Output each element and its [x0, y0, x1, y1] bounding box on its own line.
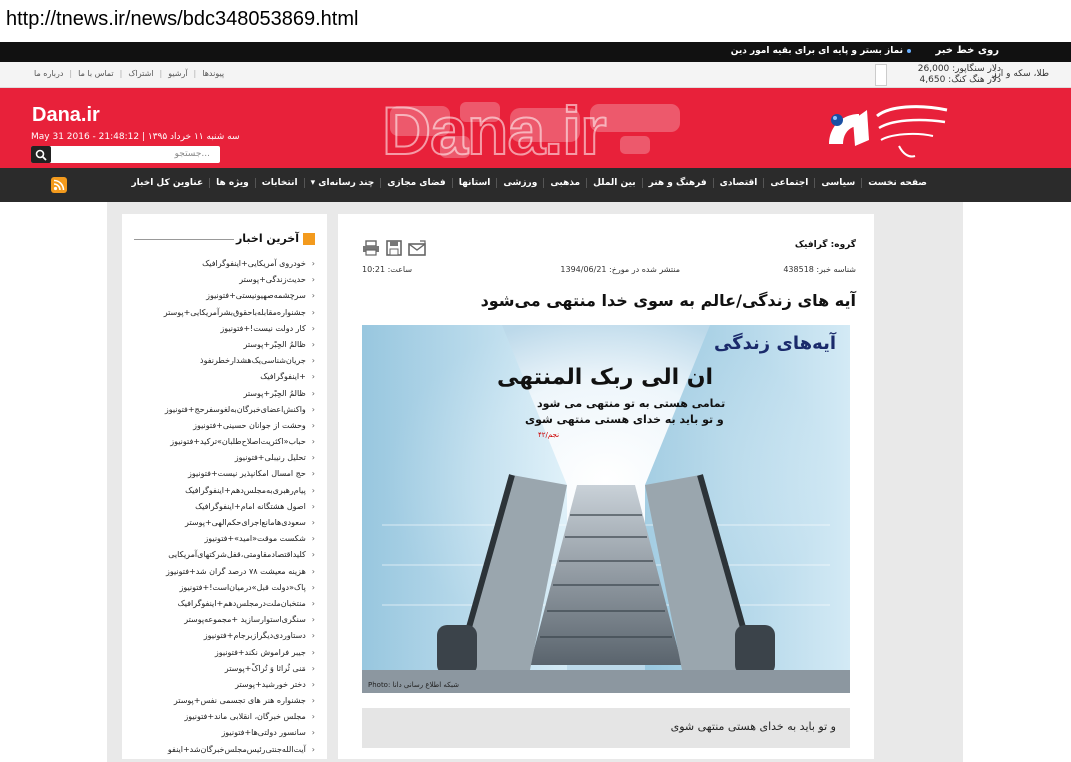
top-bar: [0, 62, 1071, 88]
divider: [134, 239, 234, 240]
news-ticker: [0, 42, 1071, 62]
site-header: [0, 88, 1071, 168]
nav-multimedia[interactable]: چند رسانه‌ای ▾: [304, 178, 381, 188]
list-item[interactable]: ‹ جشنواره هنر های تجسمی نفس+پوستر: [135, 693, 315, 709]
ticker-bullet-icon: [907, 49, 911, 53]
nav-politics[interactable]: سیاسی: [814, 178, 861, 188]
url-text[interactable]: http://tnews.ir/news/bdc348053869.html: [6, 8, 359, 30]
list-item[interactable]: ‹ حباب«اکثریت‌اصلاح‌طلبان»ترکید+فتونیوز: [135, 434, 315, 450]
nav-specials[interactable]: ویژه ها: [209, 178, 255, 188]
rss-icon[interactable]: [51, 177, 67, 193]
news-id: شناسه خبر: 438518: [783, 265, 856, 274]
nav-home[interactable]: صفحه نخست: [861, 178, 933, 188]
list-item[interactable]: ‹ وحشت از جوانان حسینی+فتونیوز: [135, 418, 315, 434]
list-item[interactable]: ‹ دستاوردی‌دیگرازبرجام+فتونیوز: [135, 628, 315, 644]
list-item[interactable]: ‹ +اینفوگرافیک: [135, 369, 315, 385]
article-group: گروه: گرافیک: [794, 240, 856, 250]
search-input[interactable]: جستجو...: [174, 149, 210, 159]
header-watermark: Dana.ir: [382, 93, 606, 168]
list-item[interactable]: ‹ تحلیل رنیبلی+فتونیوز: [135, 450, 315, 466]
nav-international[interactable]: بین الملل: [586, 178, 642, 188]
search-button[interactable]: [31, 146, 51, 163]
article-panel: [338, 214, 874, 759]
hero-line1: تمامی هستی به تو منتهی می شود: [537, 397, 726, 410]
hero-quote: ان الی ربک المنتهی: [497, 365, 714, 390]
nav-religion[interactable]: مذهبی: [543, 178, 586, 188]
list-item[interactable]: ‹ سانسور دولتی‌ها+فتونیوز: [135, 725, 315, 741]
top-link-about[interactable]: درباره ما: [34, 69, 64, 78]
brand-wordmark[interactable]: Dana.ir: [32, 104, 100, 126]
currency-row: دلار هنگ کنگ: 4,650: [919, 75, 1001, 85]
list-item[interactable]: ‹ ظالمُ الحِبْر+پوستر: [135, 386, 315, 402]
list-item[interactable]: ‹ جشنواره‌مقابله‌باحقوق‌بشرآمریکایی+پوستر: [135, 305, 315, 321]
currency-ticker: [918, 64, 1001, 86]
ticker-label: روی خط خبر: [935, 45, 999, 56]
list-item[interactable]: ‹ حج امسال امکانپذیر نیست+فتونیوز: [135, 466, 315, 482]
article-meta: [362, 265, 856, 277]
ticker-headline[interactable]: نماز بستر و پایه ای برای بقیه امور دین: [730, 46, 903, 56]
list-item[interactable]: ‹ منتخبان‌ملت‌درمجلس‌دهم+اینفوگرافیک: [135, 596, 315, 612]
nav-all-headlines[interactable]: عناوین کل اخبار: [131, 178, 204, 188]
nav-items: [125, 178, 933, 188]
site-logo[interactable]: [819, 96, 953, 162]
list-item[interactable]: ‹ جیبر فراموش نکند+فتونیوز: [135, 645, 315, 661]
list-item[interactable]: ‹ حدیث‌زندگی+پوستر: [135, 272, 315, 288]
search-icon: [35, 149, 47, 161]
top-link-links[interactable]: پیوندها: [202, 69, 225, 78]
published-date: منتشر شده در مورخ: 1394/06/21: [560, 265, 680, 274]
date-time: May 31 2016 - سه شنبه ۱۱ خرداد ۱۳۹۵ | 21:48:12: [31, 132, 240, 142]
list-item[interactable]: ‹ کار دولت نیست!+فتونیوز: [135, 321, 315, 337]
list-item[interactable]: ‹ واکنش‌اعضای‌خبرگان‌به‌لغوسفرحج+فتونیوز: [135, 402, 315, 418]
article-hero-image[interactable]: [362, 325, 850, 693]
browser-url-bar[interactable]: [0, 0, 1071, 40]
nav-economy[interactable]: اقتصادی: [713, 178, 764, 188]
list-item[interactable]: ‹ سرچشمه‌صهیونیستی+فتونیوز: [135, 288, 315, 304]
list-item[interactable]: ‹ جریان‌شناسی‌یک‌هشدارخطرنفوذ: [135, 353, 315, 369]
list-item[interactable]: ‹ پیام‌رهبری‌به‌مجلس‌دهم+اینفوگرافیک: [135, 483, 315, 499]
publish-time: ساعت: 10:21: [362, 265, 413, 274]
list-item[interactable]: ‹ ظالم‌ُ الحِبْر+پوستر: [135, 337, 315, 353]
nav-provinces[interactable]: استانها: [452, 178, 497, 188]
search-box[interactable]: [31, 146, 220, 163]
photo-credit: Photo: شبکه اطلاع رسانی دانا: [368, 681, 460, 689]
article-tools: [362, 240, 426, 256]
article-caption: و تو باید به خدای هستی منتهی شوی: [670, 720, 836, 733]
currency-label: طلا، سکه و ارز: [992, 69, 1049, 79]
list-item[interactable]: ‹ مجلس خبرگان، انقلابی ماند+فتونیوز: [135, 709, 315, 725]
currency-row: دلار سنگاپور: 26,000: [917, 64, 1001, 74]
nav-sports[interactable]: ورزشی: [496, 178, 543, 188]
latest-news-sidebar: [122, 214, 327, 759]
list-item[interactable]: ‹ سعودی‌ها‌مانع‌اجرای‌حکم‌الهی+پوستر: [135, 515, 315, 531]
list-item[interactable]: ‹ هزینه معیشت ۷۸ درصد گران شد+فتونیوز: [135, 564, 315, 580]
list-item[interactable]: ‹ مَنی ثُراثا وَ تُراکْ+پوستر: [135, 661, 315, 677]
nav-cyberspace[interactable]: فضای مجازی: [380, 178, 451, 188]
hero-brand: آیه‌های زندگی: [713, 333, 836, 354]
list-item[interactable]: ‹ دختر خورشید+پوستر: [135, 677, 315, 693]
sidebar-title: آخرین اخبار: [235, 232, 299, 245]
print-icon[interactable]: [362, 240, 380, 256]
caption-box: [362, 708, 850, 748]
article-title: آیه های زندگی/عالم به سوی خدا منتهی می‌شود: [480, 291, 856, 310]
top-link-subscribe[interactable]: اشتراک: [128, 69, 154, 78]
list-item[interactable]: ‹ پاک«دولت قبل»درمیان‌است!+فتونیوز: [135, 580, 315, 596]
list-item[interactable]: ‹ کلیداقتصادمقاومتی،قفل‌شرکتهای‌آمریکایی: [135, 547, 315, 563]
top-link-contact[interactable]: تماس با ما: [78, 69, 114, 78]
currency-scroll-handle[interactable]: [875, 64, 887, 86]
save-icon[interactable]: [386, 240, 402, 256]
hero-reference: نجم/۴۲: [538, 431, 560, 439]
nav-culture[interactable]: فرهنگ و هنر: [642, 178, 713, 188]
latest-news-list: [135, 256, 315, 758]
list-item[interactable]: ‹ آیت‌الله‌جنتی‌رئیس‌مجلس‌خبرگان‌شد+اینفو: [135, 742, 315, 758]
list-item[interactable]: ‹ خودروی آمریکایی+اینفوگرافیک: [135, 256, 315, 272]
main-nav: [0, 168, 1071, 202]
list-item[interactable]: ‹ سنگری‌استوارسازید +مجموعه‌پوستر: [135, 612, 315, 628]
nav-elections[interactable]: انتخابات: [255, 178, 304, 188]
top-link-archive[interactable]: آرشیو: [168, 69, 188, 78]
hero-line2: و تو باید به خدای هستی منتهی شوی: [525, 413, 724, 426]
nav-social[interactable]: اجتماعی: [763, 178, 814, 188]
list-item[interactable]: ‹ اصول هشتگانه امام+اینفوگرافیک: [135, 499, 315, 515]
sidebar-header: [236, 232, 315, 245]
list-item[interactable]: ‹ شکست موقت«امید»+فتونیوز: [135, 531, 315, 547]
email-icon[interactable]: [408, 240, 426, 256]
top-links: درباره ما | تماس با ما | اشتراک | آرشیو | پیوندها: [34, 69, 225, 78]
arrow-badge-icon: [303, 233, 315, 245]
